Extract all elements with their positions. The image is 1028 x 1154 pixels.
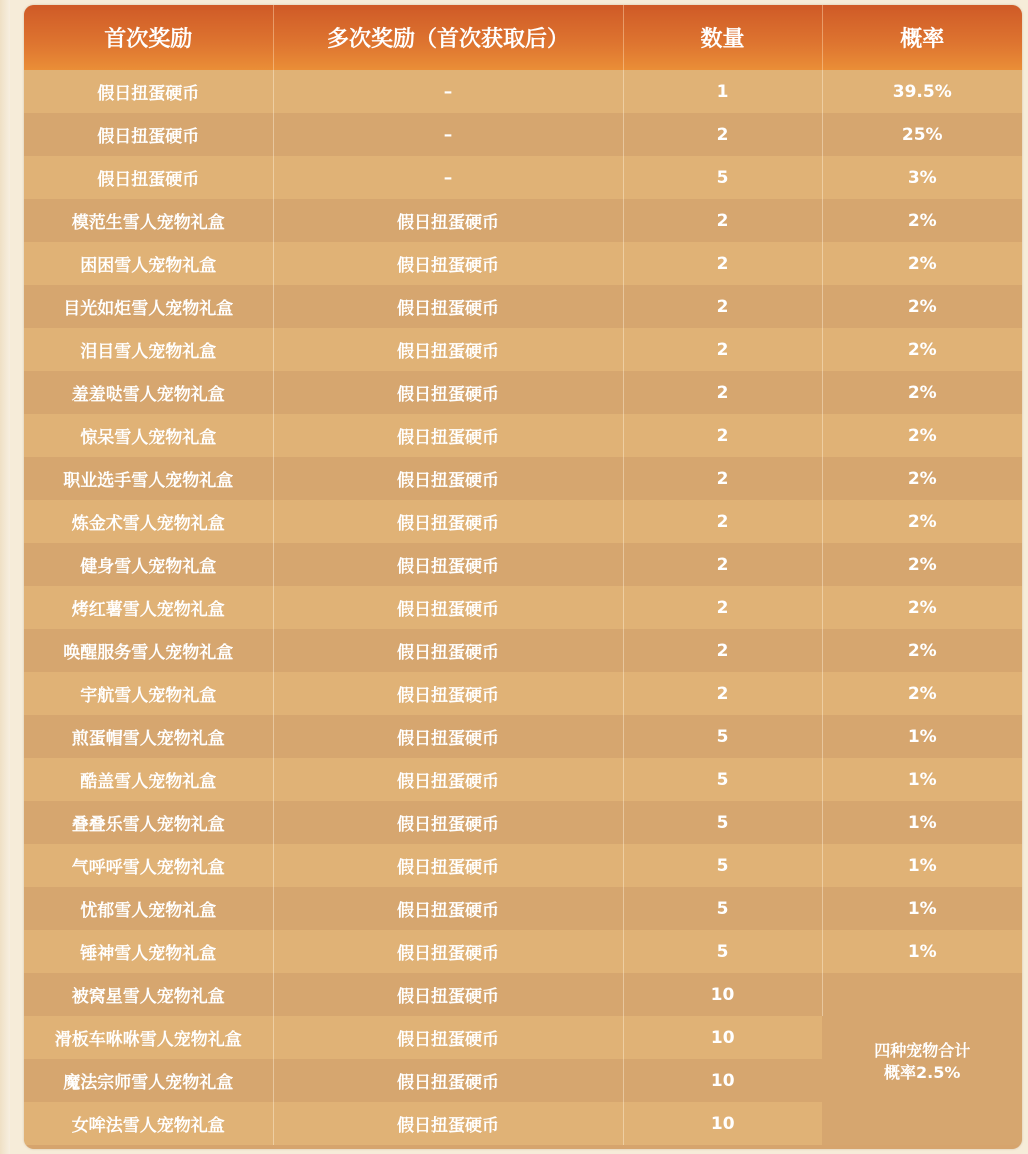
- first-reward-cell: 烤红薯雪人宠物礼盒: [24, 586, 273, 629]
- repeat-reward-cell: 假日扭蛋硬币: [273, 328, 623, 371]
- quantity-cell: 2: [623, 586, 822, 629]
- table-row: [24, 586, 1022, 629]
- table-row: [24, 887, 1022, 930]
- table-row: [24, 414, 1022, 457]
- quantity-cell: 2: [623, 113, 822, 156]
- repeat-reward-cell: 假日扭蛋硬币: [273, 887, 623, 930]
- table-row: [24, 500, 1022, 543]
- probability-cell: 3%: [822, 156, 1022, 199]
- first-reward-cell: 假日扭蛋硬币: [24, 113, 273, 156]
- quantity-cell: 2: [623, 199, 822, 242]
- repeat-reward-cell: 假日扭蛋硬币: [273, 199, 623, 242]
- quantity-cell: 10: [623, 1016, 822, 1059]
- repeat-reward-cell: 假日扭蛋硬币: [273, 1016, 623, 1059]
- repeat-reward-cell: 假日扭蛋硬币: [273, 1102, 623, 1145]
- repeat-reward-cell: 假日扭蛋硬币: [273, 930, 623, 973]
- probability-cell: 1%: [822, 758, 1022, 801]
- quantity-cell: 5: [623, 887, 822, 930]
- table-row: [24, 199, 1022, 242]
- table-row: [24, 70, 1022, 113]
- table-row: [24, 629, 1022, 672]
- table-row: [24, 930, 1022, 973]
- repeat-reward-cell: 假日扭蛋硬币: [273, 629, 623, 672]
- table-row: [24, 973, 1022, 1016]
- quantity-cell: 5: [623, 156, 822, 199]
- first-reward-cell: 锤神雪人宠物礼盒: [24, 930, 273, 973]
- quantity-cell: 1: [623, 70, 822, 113]
- repeat-reward-cell: 假日扭蛋硬币: [273, 543, 623, 586]
- reward-table: [24, 5, 1022, 1145]
- quantity-cell: 5: [623, 844, 822, 887]
- quantity-cell: 5: [623, 715, 822, 758]
- first-reward-cell: 滑板车咻咻雪人宠物礼盒: [24, 1016, 273, 1059]
- table-row: [24, 801, 1022, 844]
- repeat-reward-cell: 假日扭蛋硬币: [273, 586, 623, 629]
- table-row: [24, 457, 1022, 500]
- table-body: [24, 70, 1022, 1145]
- header-probability: 概率: [822, 5, 1022, 70]
- repeat-reward-cell: 假日扭蛋硬币: [273, 500, 623, 543]
- quantity-cell: 2: [623, 543, 822, 586]
- quantity-cell: 2: [623, 457, 822, 500]
- probability-cell: 25%: [822, 113, 1022, 156]
- first-reward-cell: 假日扭蛋硬币: [24, 70, 273, 113]
- quantity-cell: 2: [623, 242, 822, 285]
- first-reward-cell: 假日扭蛋硬币: [24, 156, 273, 199]
- probability-cell: 1%: [822, 715, 1022, 758]
- quantity-cell: 5: [623, 758, 822, 801]
- repeat-reward-cell: 假日扭蛋硬币: [273, 457, 623, 500]
- first-reward-cell: 职业选手雪人宠物礼盒: [24, 457, 273, 500]
- first-reward-cell: 唤醒服务雪人宠物礼盒: [24, 629, 273, 672]
- repeat-reward-cell: 假日扭蛋硬币: [273, 801, 623, 844]
- quantity-cell: 10: [623, 973, 822, 1016]
- quantity-cell: 10: [623, 1102, 822, 1145]
- table-row: [24, 285, 1022, 328]
- first-reward-cell: 羞羞哒雪人宠物礼盒: [24, 371, 273, 414]
- table-row: [24, 543, 1022, 586]
- quantity-cell: 2: [623, 672, 822, 715]
- quantity-cell: 2: [623, 285, 822, 328]
- probability-cell: 2%: [822, 629, 1022, 672]
- merged-probability-cell: [822, 973, 1022, 1145]
- page-edge-decoration: [0, 0, 10, 1154]
- header-quantity: 数量: [623, 5, 822, 70]
- table-row: [24, 844, 1022, 887]
- first-reward-cell: 气呼呼雪人宠物礼盒: [24, 844, 273, 887]
- probability-cell: 2%: [822, 500, 1022, 543]
- header-repeat-reward: 多次奖励（首次获取后）: [273, 5, 623, 70]
- quantity-cell: 2: [623, 629, 822, 672]
- header-row: [24, 5, 1022, 70]
- table-row: [24, 328, 1022, 371]
- first-reward-cell: 目光如炬雪人宠物礼盒: [24, 285, 273, 328]
- table-row: [24, 672, 1022, 715]
- probability-cell: 2%: [822, 586, 1022, 629]
- probability-cell: 2%: [822, 199, 1022, 242]
- merged-probability-line2: 概率2.5%: [884, 1063, 961, 1082]
- quantity-cell: 5: [623, 801, 822, 844]
- first-reward-cell: 煎蛋帽雪人宠物礼盒: [24, 715, 273, 758]
- probability-cell: 1%: [822, 887, 1022, 930]
- probability-cell: 2%: [822, 328, 1022, 371]
- repeat-reward-cell: 假日扭蛋硬币: [273, 1059, 623, 1102]
- first-reward-cell: 泪目雪人宠物礼盒: [24, 328, 273, 371]
- repeat-reward-cell: 假日扭蛋硬币: [273, 844, 623, 887]
- table-header: [24, 5, 1022, 70]
- probability-cell: 1%: [822, 844, 1022, 887]
- table-row: [24, 758, 1022, 801]
- repeat-reward-cell: 假日扭蛋硬币: [273, 758, 623, 801]
- quantity-cell: 2: [623, 371, 822, 414]
- probability-cell: 2%: [822, 285, 1022, 328]
- header-first-reward: 首次奖励: [24, 5, 273, 70]
- quantity-cell: 2: [623, 500, 822, 543]
- repeat-reward-cell: 假日扭蛋硬币: [273, 715, 623, 758]
- repeat-reward-cell: 假日扭蛋硬币: [273, 973, 623, 1016]
- quantity-cell: 2: [623, 328, 822, 371]
- table-row: [24, 242, 1022, 285]
- first-reward-cell: 炼金术雪人宠物礼盒: [24, 500, 273, 543]
- probability-cell: 2%: [822, 457, 1022, 500]
- table-row: [24, 156, 1022, 199]
- first-reward-cell: 惊呆雪人宠物礼盒: [24, 414, 273, 457]
- quantity-cell: 10: [623, 1059, 822, 1102]
- repeat-reward-cell: 假日扭蛋硬币: [273, 285, 623, 328]
- first-reward-cell: 被窝星雪人宠物礼盒: [24, 973, 273, 1016]
- first-reward-cell: 忧郁雪人宠物礼盒: [24, 887, 273, 930]
- table-row: [24, 715, 1022, 758]
- probability-cell: 2%: [822, 371, 1022, 414]
- probability-cell: 1%: [822, 930, 1022, 973]
- repeat-reward-cell: –: [273, 113, 623, 156]
- repeat-reward-cell: 假日扭蛋硬币: [273, 672, 623, 715]
- probability-cell: 2%: [822, 242, 1022, 285]
- first-reward-cell: 酷盖雪人宠物礼盒: [24, 758, 273, 801]
- first-reward-cell: 困困雪人宠物礼盒: [24, 242, 273, 285]
- probability-cell: 2%: [822, 672, 1022, 715]
- merged-probability-line1: 四种宠物合计: [874, 1041, 971, 1060]
- quantity-cell: 2: [623, 414, 822, 457]
- table-row: [24, 113, 1022, 156]
- first-reward-cell: 魔法宗师雪人宠物礼盒: [24, 1059, 273, 1102]
- repeat-reward-cell: 假日扭蛋硬币: [273, 414, 623, 457]
- table-row: [24, 371, 1022, 414]
- first-reward-cell: 健身雪人宠物礼盒: [24, 543, 273, 586]
- first-reward-cell: 女哞法雪人宠物礼盒: [24, 1102, 273, 1145]
- first-reward-cell: 宇航雪人宠物礼盒: [24, 672, 273, 715]
- probability-cell: 39.5%: [822, 70, 1022, 113]
- probability-cell: 2%: [822, 414, 1022, 457]
- first-reward-cell: 模范生雪人宠物礼盒: [24, 199, 273, 242]
- probability-cell: 1%: [822, 801, 1022, 844]
- repeat-reward-cell: –: [273, 70, 623, 113]
- first-reward-cell: 叠叠乐雪人宠物礼盒: [24, 801, 273, 844]
- repeat-reward-cell: 假日扭蛋硬币: [273, 242, 623, 285]
- repeat-reward-cell: 假日扭蛋硬币: [273, 371, 623, 414]
- reward-probability-table: [24, 5, 1022, 1149]
- probability-cell: 2%: [822, 543, 1022, 586]
- repeat-reward-cell: –: [273, 156, 623, 199]
- quantity-cell: 5: [623, 930, 822, 973]
